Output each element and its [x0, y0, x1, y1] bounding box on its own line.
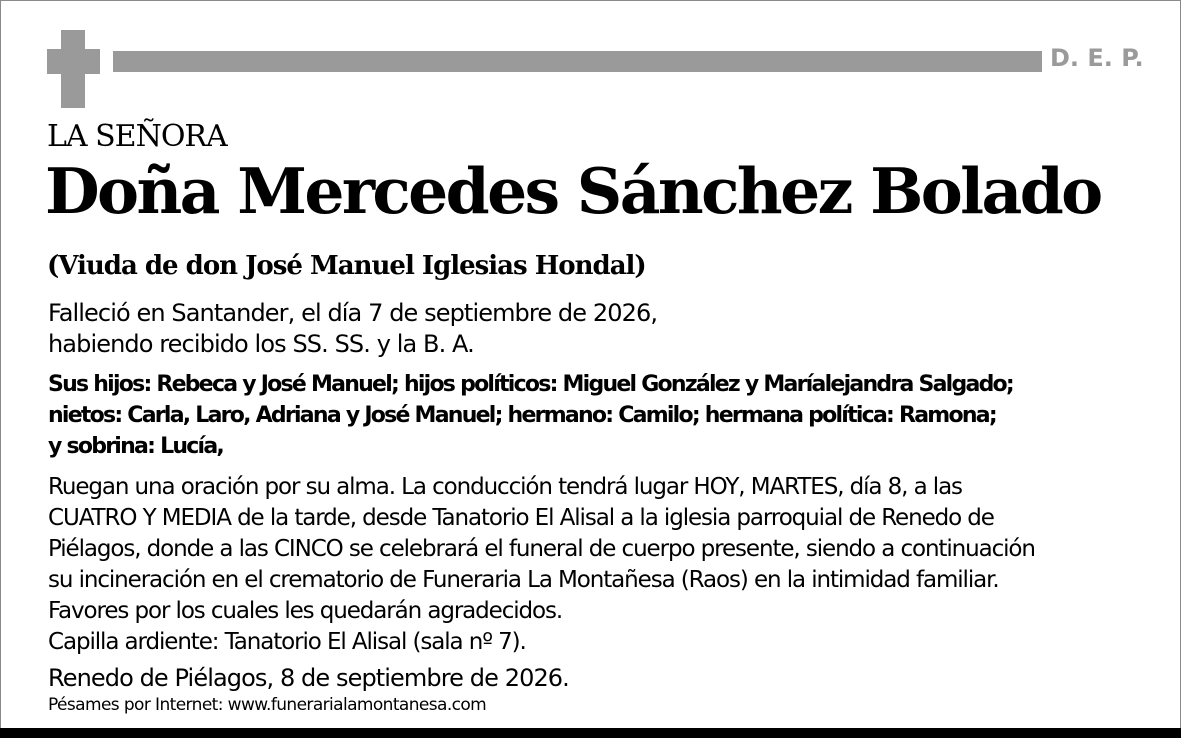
family-line: y sobrina: Lucía, — [48, 434, 224, 459]
widow-line: (Viuda de don José Manuel Iglesias Hondal) — [47, 251, 646, 281]
ceremony-line: Piélagos, donde a las CINCO se celebrará el funeral de cuerpo presente, siendo a continuación — [48, 536, 1035, 562]
family-line: nietos: Carla, Laro, Adriana y José Manuel; hermano: Camilo; hermana política: Ramona; — [48, 403, 996, 428]
ceremony-line: su incineración en el crematorio de Funeraria La Montañesa (Raos) en la intimidad familiar. — [48, 567, 999, 593]
ceremony-line: Capilla ardiente: Tanatorio El Alisal (sala nº 7). — [48, 629, 526, 655]
death-paragraph — [48, 298, 657, 360]
ceremony-line: Favores por los cuales les quedarán agradecidos. — [48, 598, 563, 624]
deceased-name: Doña Mercedes Sánchez Bolado — [45, 154, 1101, 228]
dep-label: D. E. P. — [1050, 44, 1144, 72]
internet-condolences: Pésames por Internet: www.funerarialamontanesa.com — [48, 695, 487, 715]
death-line: habiendo recibido los SS. SS. y la B. A. — [48, 330, 474, 358]
deceased-title: LA SEÑORA — [47, 119, 227, 154]
ceremony-line: Ruegan una oración por su alma. La conducción tendrá lugar HOY, MARTES, día 8, a las — [48, 474, 962, 500]
death-line: Falleció en Santander, el día 7 de septiembre de 2026, — [48, 299, 658, 327]
ceremony-line: CUATRO Y MEDIA de la tarde, desde Tanatorio El Alisal a la iglesia parroquial de Renedo de — [48, 505, 994, 531]
family-paragraph — [48, 369, 1013, 462]
bottom-border — [0, 728, 1181, 738]
family-line: Sus hijos: Rebeca y José Manuel; hijos políticos: Miguel González y Maríalejandra Salgado; — [48, 372, 1013, 397]
header-rule — [113, 51, 1042, 72]
cross-icon-arm — [47, 49, 100, 74]
ceremony-paragraph — [48, 472, 1035, 658]
place-date: Renedo de Piélagos, 8 de septiembre de 2026. — [48, 664, 569, 692]
